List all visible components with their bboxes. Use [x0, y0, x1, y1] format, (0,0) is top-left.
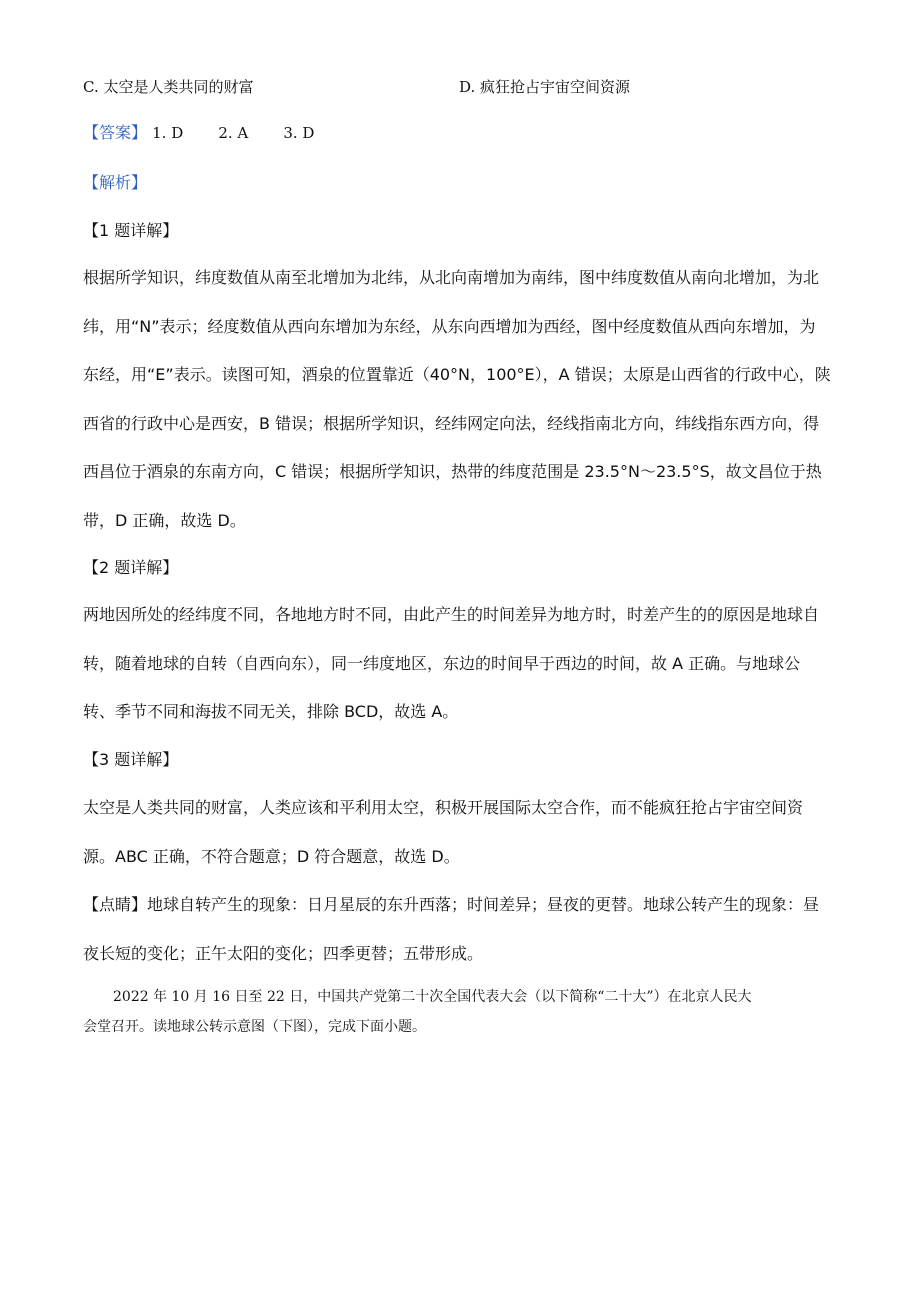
q3-line: 太空是人类共同的财富，人类应该和平利用太空，积极开展国际太空合作，而不能疯狂抢占宇宙空间资	[83, 798, 804, 817]
q1-line: 西昌位于酒泉的东南方向，C 错误；根据所学知识，热带的纬度范围是 23.5°N～23.5°S，故文昌位于热	[83, 462, 822, 481]
q1-line: 根据所学知识，纬度数值从南至北增加为北纬，从北向南增加为南纬，图中纬度数值从南向北增加，为北	[83, 268, 820, 287]
q3-line: 源。ABC 正确，不符合题意；D 符合题意，故选 D。	[83, 846, 460, 866]
q2-explanation	[83, 603, 843, 749]
intro-line: 会堂召开。读地球公转示意图（下图），完成下面小题。	[83, 1019, 426, 1035]
q1-line: 带，D 正确，故选 D。	[83, 510, 246, 530]
answer-line	[83, 120, 344, 143]
q2-line: 两地因所处的经纬度不同，各地地方时不同，由此产生的时间差异为地方时，时差产生的的原因是地球自	[83, 605, 820, 624]
q1-line: 纬，用“N”表示；经度数值从西向东增加为东经，从东向西增加为西经，图中经度数值从西向东增加，为	[83, 316, 816, 336]
comment-block	[83, 893, 843, 990]
answer-item: 3. D	[283, 124, 315, 142]
q1-explanation	[83, 266, 843, 557]
q2-line: 转，随着地球的自转（自西向东），同一纬度地区，东边的时间早于西边的时间，故 A 正确。与地球公	[83, 653, 801, 673]
q1-line: 西省的行政中心是西安，B 错误；根据所学知识，经纬网定向法，经线指南北方向，纬线指东西方向，得	[83, 413, 820, 433]
q3-heading: 【3 题详解】	[83, 750, 179, 769]
intro-line: 2022 年 10 月 16 日至 22 日，中国共产党第二十次全国代表大会（以下简称“二十大”）在北京人民大	[113, 989, 752, 1005]
next-question-intro	[83, 982, 843, 1042]
comment-line-1	[83, 893, 843, 942]
q1-line: 东经，用“E”表示。读图可知，酒泉的位置靠近（40°N，100°E），A 错误；太原是山西省的行政中心，陕	[83, 365, 831, 384]
q1-heading: 【1 题详解】	[83, 221, 179, 240]
answer-item: 2. A	[218, 124, 249, 142]
analysis-tag: 【解析】	[83, 173, 148, 192]
option-d: D. 疯狂抢占宇宙空间资源	[459, 78, 631, 96]
q2-heading: 【2 题详解】	[83, 558, 179, 577]
q2-line: 转、季节不同和海拔不同无关，排除 BCD，故选 A。	[83, 702, 459, 721]
answer-item: 1. D	[152, 124, 184, 142]
comment-tag: 【点睛】	[83, 895, 148, 914]
comment-text: 地球自转产生的现象：日月星辰的东升西落；时间差异；昼夜的更替。地球公转产生的现象：昼	[147, 895, 820, 914]
comment-line: 夜长短的变化；正午太阳的变化；四季更替；五带形成。	[83, 943, 484, 963]
answer-tag: 【答案】	[83, 123, 148, 142]
option-c: C. 太空是人类共同的财富	[83, 78, 254, 96]
q3-explanation	[83, 796, 843, 893]
